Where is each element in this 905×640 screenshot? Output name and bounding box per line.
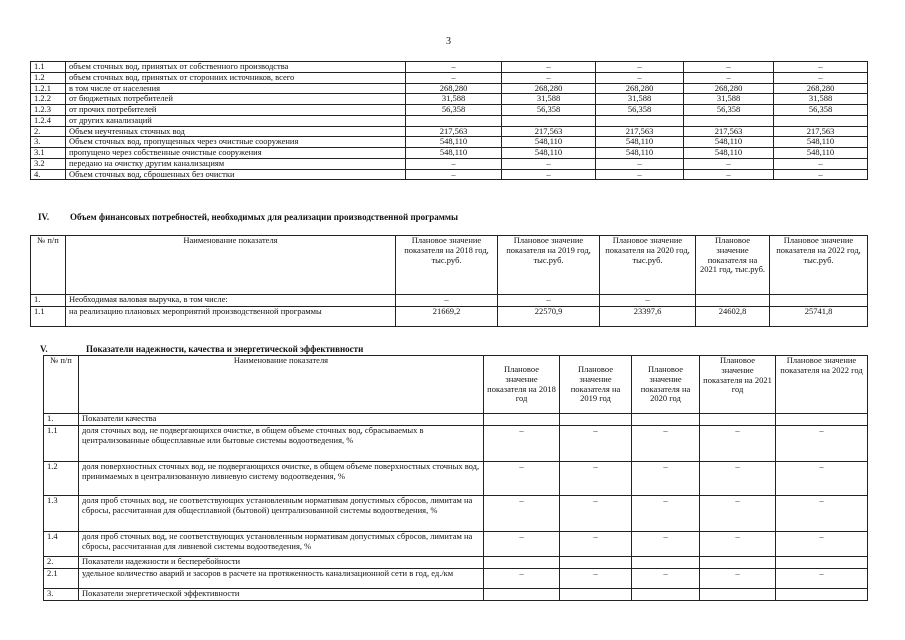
row-name: объем сточных вод, принятых от сторонних источников, всего	[66, 72, 406, 83]
row-name: передано на очистку другим канализациям	[66, 158, 406, 169]
row-value: –	[632, 569, 700, 589]
header-col-2020: Плановое значение показателя на 2020 год, тыс.руб.	[600, 236, 696, 295]
table-row	[44, 569, 868, 589]
row-value: 268,280	[502, 83, 596, 94]
table-row	[31, 158, 868, 169]
row-value: 268,280	[684, 83, 774, 94]
row-value: 268,280	[774, 83, 868, 94]
row-value	[560, 589, 632, 601]
row-value	[700, 414, 776, 426]
row-value: –	[684, 158, 774, 169]
row-value: –	[774, 62, 868, 73]
row-value: 31,588	[502, 94, 596, 105]
row-number: 1.2.3	[31, 105, 66, 116]
row-number: 2.	[31, 126, 66, 137]
row-name: доля поверхностных сточных вод, не подвергающихся очистке, в общем объеме поверхностных сточных вод, принимаемых в централизованную ливневую систему водоотведения, %	[79, 462, 484, 496]
row-value: –	[596, 72, 684, 83]
row-value: 56,358	[684, 105, 774, 116]
table-row	[31, 137, 868, 148]
row-value	[484, 557, 560, 569]
row-value: 56,358	[774, 105, 868, 116]
row-value: –	[774, 158, 868, 169]
row-number: 1.1	[44, 426, 79, 462]
row-value: –	[684, 62, 774, 73]
row-value	[596, 115, 684, 126]
row-value: 21669,2	[396, 307, 498, 327]
row-name: доля проб сточных вод, не соответствующих установленным нормативам допустимых сбросов, лимитам на сбросы, рассчитанная для ливневой системы водоотведения, %	[79, 532, 484, 557]
row-value	[684, 115, 774, 126]
row-value	[776, 589, 868, 601]
table-row	[44, 557, 868, 569]
row-name: Показатели энергетической эффективности	[79, 589, 484, 601]
header-col-2019: Плановое значение показателя на 2019 год, тыс.руб.	[498, 236, 600, 295]
row-value: 217,563	[684, 126, 774, 137]
row-value: –	[560, 426, 632, 462]
table-row	[31, 105, 868, 116]
row-name: от прочих потребителей	[66, 105, 406, 116]
row-value: –	[632, 496, 700, 532]
table-row	[44, 414, 868, 426]
row-name: от других канализаций	[66, 115, 406, 126]
row-value: –	[632, 462, 700, 496]
row-value: 548,110	[774, 148, 868, 159]
table-row	[31, 115, 868, 126]
row-value: –	[776, 532, 868, 557]
row-number: 1.2	[31, 72, 66, 83]
financial-needs-table-body	[31, 295, 868, 327]
table-row	[31, 126, 868, 137]
row-name: на реализацию плановых мероприятий производственной программы	[66, 307, 396, 327]
row-value: 548,110	[774, 137, 868, 148]
row-value: –	[684, 72, 774, 83]
row-value: –	[560, 532, 632, 557]
section-4-title: Объем финансовых потребностей, необходимых для реализации производственной программы	[70, 212, 459, 222]
row-value: –	[700, 496, 776, 532]
row-value: –	[596, 158, 684, 169]
row-value: 217,563	[774, 126, 868, 137]
table-row	[31, 307, 868, 327]
row-number: 1.2.1	[31, 83, 66, 94]
row-name: Показатели надежности и бесперебойности	[79, 557, 484, 569]
row-name: доля проб сточных вод, не соответствующих установленным нормативам допустимых сбросов, лимитам на сбросы, рассчитанная для общесплавной (бытовой) централизованной системы водоотведения, %	[79, 496, 484, 532]
row-value: –	[684, 169, 774, 180]
row-value: –	[484, 532, 560, 557]
section-4-number: IV.	[38, 212, 50, 222]
header-col-2022: Плановое значение показателя на 2022 год	[776, 356, 868, 414]
row-value: 31,588	[596, 94, 684, 105]
row-value: 217,563	[596, 126, 684, 137]
row-number: 2.1	[44, 569, 79, 589]
header-col-2018: Плановое значение показателя на 2018 год	[484, 356, 560, 414]
table-row	[44, 462, 868, 496]
header-col-2019: Плановое значение показателя на 2019 год	[560, 356, 632, 414]
header-col-2022: Плановое значение показателя на 2022 год, тыс.руб.	[770, 236, 868, 295]
row-value: –	[396, 295, 498, 307]
row-value: –	[632, 532, 700, 557]
page-number: 3	[446, 36, 451, 47]
row-value	[560, 414, 632, 426]
row-value: –	[776, 569, 868, 589]
row-value: –	[776, 426, 868, 462]
row-number: 1.1	[31, 62, 66, 73]
row-number: 1.2	[44, 462, 79, 496]
row-value	[776, 414, 868, 426]
row-value	[770, 295, 868, 307]
row-value: –	[596, 62, 684, 73]
header-name: Наименование показателя	[66, 236, 396, 295]
row-number: 4.	[31, 169, 66, 180]
header-col-2021: Плановое значение показателя на 2021 год, тыс.руб.	[696, 236, 770, 295]
row-value: –	[406, 72, 502, 83]
row-value: 548,110	[596, 148, 684, 159]
table-row	[31, 295, 868, 307]
row-number: 1.3	[44, 496, 79, 532]
reliability-header-row	[44, 356, 868, 414]
row-number: 1.2.4	[31, 115, 66, 126]
table-row	[31, 62, 868, 73]
financial-needs-header-row	[31, 236, 868, 295]
row-number: 1.	[44, 414, 79, 426]
header-col-2021: Плановое значение показателя на 2021 год	[700, 356, 776, 414]
row-value	[632, 414, 700, 426]
row-value: 548,110	[406, 137, 502, 148]
row-value: 22570,9	[498, 307, 600, 327]
row-name: Необходимая валовая выручка, в том числе:	[66, 295, 396, 307]
table-row	[44, 532, 868, 557]
row-value	[632, 589, 700, 601]
row-value: 56,358	[596, 105, 684, 116]
row-value: 217,563	[406, 126, 502, 137]
row-number: 1.4	[44, 532, 79, 557]
row-value: 548,110	[684, 148, 774, 159]
row-name: доля сточных вод, не подвергающихся очистке, в общем объеме сточных вод, сбрасываемых в централизованные общесплавные или бытовые системы водоотведения, %	[79, 426, 484, 462]
row-value: –	[700, 569, 776, 589]
row-value	[406, 115, 502, 126]
row-value	[484, 414, 560, 426]
row-name: от бюджетных потребителей	[66, 94, 406, 105]
row-value: –	[484, 426, 560, 462]
row-value: –	[484, 569, 560, 589]
row-value: 548,110	[596, 137, 684, 148]
row-value: –	[406, 62, 502, 73]
row-value: –	[502, 169, 596, 180]
row-name: объем сточных вод, принятых от собственного производства	[66, 62, 406, 73]
row-value: 23397,6	[600, 307, 696, 327]
row-number: 3.	[44, 589, 79, 601]
header-col-2018: Плановое значение показателя на 2018 год, тыс.руб.	[396, 236, 498, 295]
row-value	[700, 589, 776, 601]
row-value: –	[596, 169, 684, 180]
row-value	[632, 557, 700, 569]
row-value: –	[700, 532, 776, 557]
row-value: –	[632, 426, 700, 462]
table-row	[44, 589, 868, 601]
row-value: –	[484, 462, 560, 496]
row-value: –	[774, 72, 868, 83]
row-value: –	[406, 169, 502, 180]
header-num: № п/п	[31, 236, 66, 295]
row-name: Объем неучтенных сточных вод	[66, 126, 406, 137]
row-number: 1.2.2	[31, 94, 66, 105]
row-value	[484, 589, 560, 601]
row-value: –	[700, 426, 776, 462]
row-value: 548,110	[502, 148, 596, 159]
row-value: –	[406, 158, 502, 169]
financial-needs-table	[30, 235, 868, 327]
row-value: –	[560, 462, 632, 496]
row-number: 3.2	[31, 158, 66, 169]
row-value: –	[600, 295, 696, 307]
row-value	[560, 557, 632, 569]
row-value: –	[774, 169, 868, 180]
row-value: –	[502, 62, 596, 73]
row-value: –	[560, 569, 632, 589]
row-value: 31,588	[406, 94, 502, 105]
row-number: 1.	[31, 295, 66, 307]
row-value: 548,110	[684, 137, 774, 148]
row-value: 548,110	[502, 137, 596, 148]
row-value: 25741,8	[770, 307, 868, 327]
row-value: 548,110	[406, 148, 502, 159]
row-name: Объем сточных вод, сброшенных без очистки	[66, 169, 406, 180]
table-row	[44, 496, 868, 532]
row-value	[774, 115, 868, 126]
table-row	[44, 426, 868, 462]
table-row	[31, 72, 868, 83]
row-value: –	[502, 158, 596, 169]
header-num: № п/п	[44, 356, 79, 414]
row-name: пропущено через собственные очистные сооружения	[66, 148, 406, 159]
row-value	[700, 557, 776, 569]
table-row	[31, 83, 868, 94]
row-name: Объем сточных вод, пропущенных через очистные сооружения	[66, 137, 406, 148]
row-number: 3.	[31, 137, 66, 148]
row-number: 3.1	[31, 148, 66, 159]
row-number: 2.	[44, 557, 79, 569]
row-name: удельное количество аварий и засоров в расчете на протяженность канализационной сети в год, ед./км	[79, 569, 484, 589]
row-value: –	[498, 295, 600, 307]
row-value	[502, 115, 596, 126]
header-name: Наименование показателя	[79, 356, 484, 414]
row-value: –	[700, 462, 776, 496]
reliability-table	[43, 355, 868, 601]
row-value: 56,358	[502, 105, 596, 116]
row-value: –	[484, 496, 560, 532]
row-value: –	[502, 72, 596, 83]
row-name: в том числе от населения	[66, 83, 406, 94]
table-row	[31, 148, 868, 159]
row-value: –	[776, 496, 868, 532]
row-value: 56,358	[406, 105, 502, 116]
row-value: –	[776, 462, 868, 496]
section-5-number: V.	[40, 344, 48, 354]
row-value: 24602,8	[696, 307, 770, 327]
table-row	[31, 94, 868, 105]
row-value: 268,280	[406, 83, 502, 94]
row-value: 31,588	[774, 94, 868, 105]
row-value: 268,280	[596, 83, 684, 94]
row-number: 1.1	[31, 307, 66, 327]
table-row	[31, 169, 868, 180]
row-value	[696, 295, 770, 307]
row-value	[776, 557, 868, 569]
row-value: –	[560, 496, 632, 532]
water-volume-table	[30, 61, 868, 180]
header-col-2020: Плановое значение показателя на 2020 год	[632, 356, 700, 414]
reliability-table-body	[44, 414, 868, 601]
water-volume-table-body	[31, 62, 868, 180]
row-value: 31,588	[684, 94, 774, 105]
row-value: 217,563	[502, 126, 596, 137]
section-5-title: Показатели надежности, качества и энергетической эффективности	[86, 344, 364, 354]
row-name: Показатели качества	[79, 414, 484, 426]
